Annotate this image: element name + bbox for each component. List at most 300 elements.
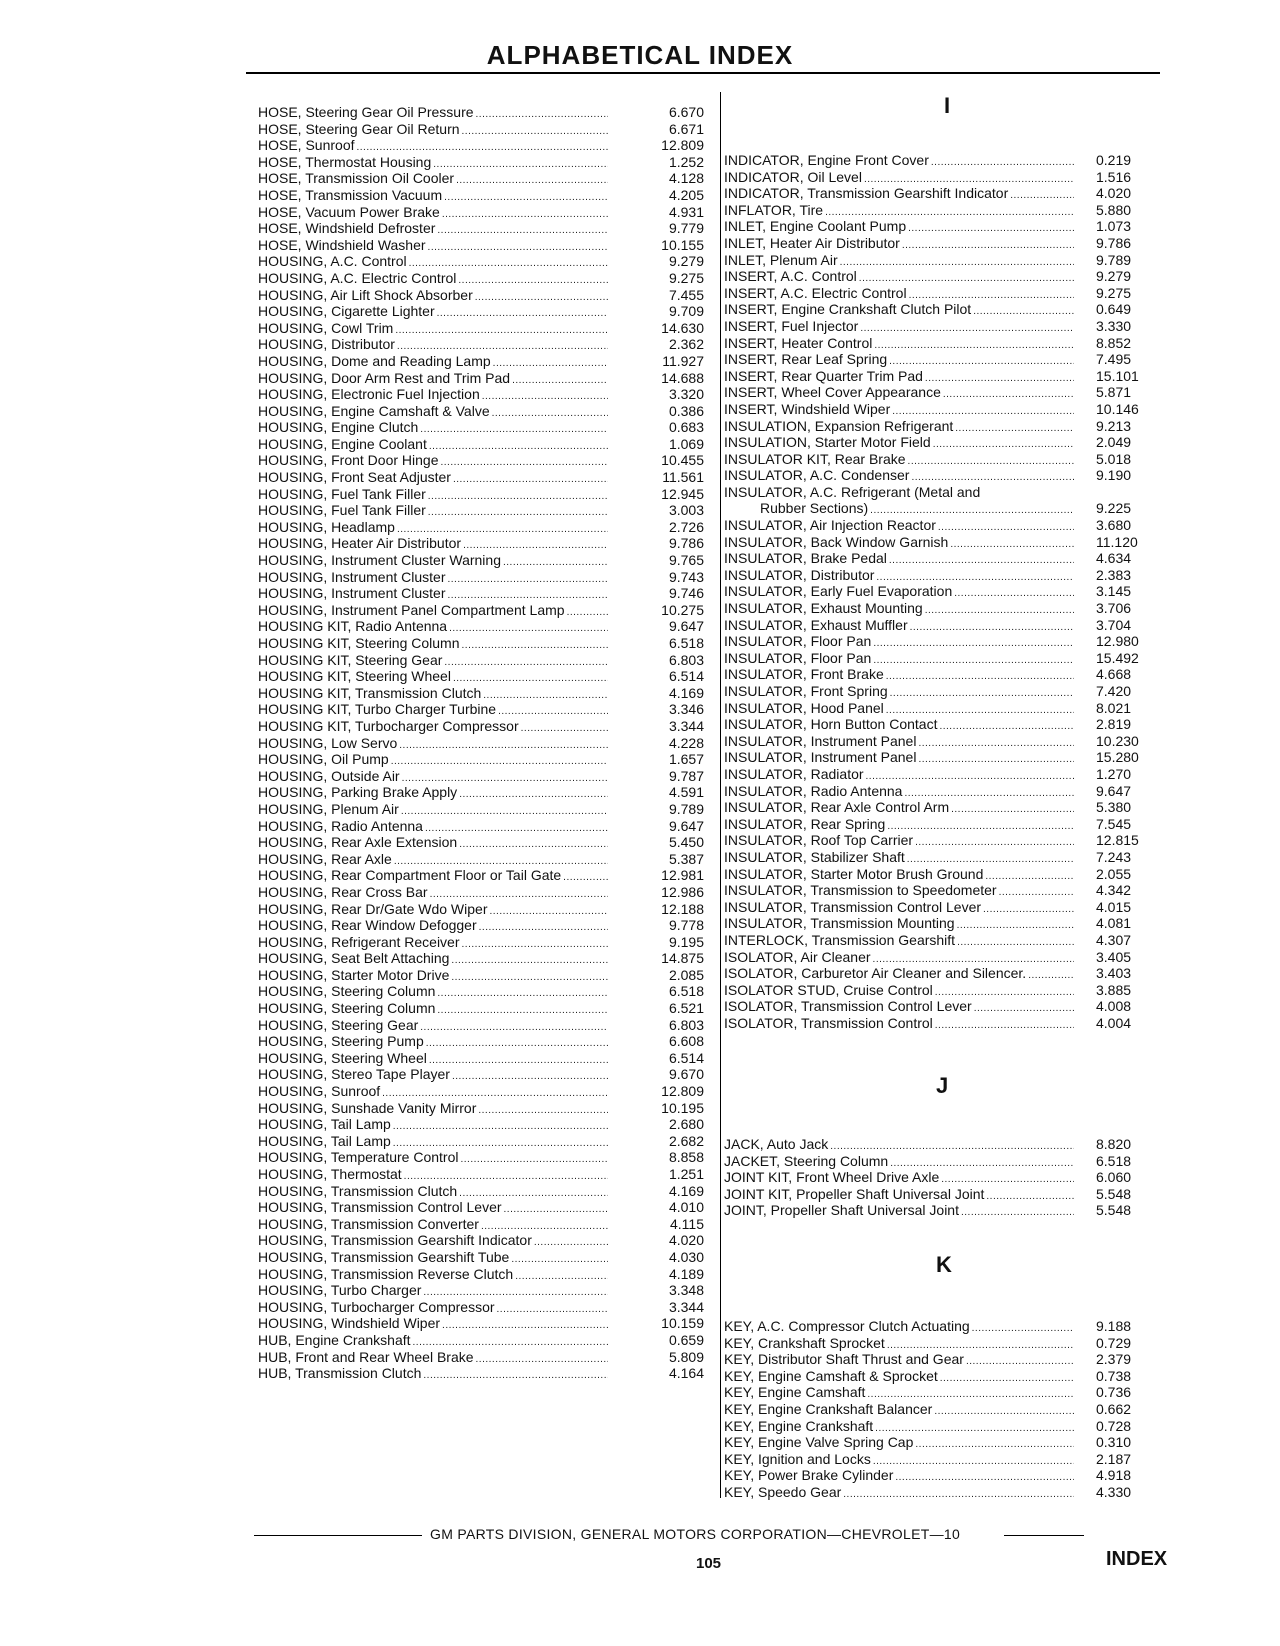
index-entry-name: KEY, Distributor Shaft Thrust and Gear [724,1351,964,1368]
index-entry [258,635,704,652]
index-entry [258,652,704,669]
index-entry-reference: 3.403 [1096,965,1132,982]
index-entry-reference: 2.682 [668,1132,704,1149]
index-entry-reference: 1.073 [1096,218,1132,235]
index-entry [258,1216,704,1233]
index-entry [724,1417,1132,1435]
index-entry-reference: 8.852 [1096,334,1132,351]
index-entry-name: HOUSING, Transmission Clutch [258,1182,458,1199]
index-entry-reference: 2.187 [1096,1450,1132,1467]
index-entry [258,934,704,951]
index-entry-reference: 5.880 [1096,201,1132,218]
index-section-k [724,1318,1132,1501]
index-entry-name: INSERT, Engine Crankshaft Clutch Pilot [724,301,972,318]
index-entry-name: HOUSING, Door Arm Rest and Trim Pad [258,369,511,386]
index-entry [258,1282,704,1299]
index-entry [258,1166,704,1183]
index-entry-name: HOUSING, Instrument Cluster [258,585,446,602]
index-entry-reference: 3.344 [668,1298,704,1315]
index-entry [258,170,704,187]
index-entry [724,467,1132,484]
index-entry-reference: 8.820 [1096,1136,1132,1152]
index-entry-reference: 5.387 [668,850,704,867]
index-entry [724,882,1132,899]
index-entry [724,848,1132,866]
index-entry [724,898,1132,916]
index-entry-reference: 9.188 [1096,1318,1132,1334]
index-entry-reference: 2.726 [668,518,704,535]
index-entry-name: HOUSING, Rear Window Defogger [258,917,477,934]
index-entry [258,701,704,718]
index-entry-name: HOUSING, Engine Clutch [258,419,419,436]
index-entry-name: INSULATOR, Rear Axle Control Arm [724,799,950,816]
index-entry-name: HOUSING, Sunroof [258,1083,381,1100]
index-entry [258,768,704,785]
index-entry [258,137,704,154]
index-entry [258,950,704,967]
index-entry [258,1066,704,1083]
index-entry [258,1017,704,1034]
index-entry-name: KEY, Engine Valve Spring Cap [724,1434,914,1451]
index-entry-reference: 9.709 [668,303,704,320]
index-entry [724,981,1132,999]
index-entry [724,384,1132,401]
index-entry-reference: 14.630 [661,319,704,336]
index-entry-name: INSULATOR, Exhaust Muffler [724,616,908,633]
index-entry-reference: 3.346 [668,701,704,718]
index-entry-name: KEY, A.C. Compressor Clutch Actuating [724,1318,970,1334]
index-entry [724,1152,1132,1170]
index-entry-reference: 6.671 [668,120,704,137]
index-entry-reference: 9.787 [668,767,704,784]
index-entry [724,1169,1132,1186]
index-entry [258,386,704,403]
index-entry [258,154,704,171]
index-entry [724,1434,1132,1451]
index-entry-reference: 0.649 [1096,301,1132,318]
index-entry [724,948,1132,966]
index-entry-name: HOUSING, A.C. Electric Control [258,269,457,286]
page-number: 105 [696,1555,722,1572]
index-entry-name: HOUSING, A.C. Control [258,253,407,270]
index-entry-name: HOUSING, Rear Compartment Floor or Tail Gate [258,867,562,884]
index-entry [724,201,1132,219]
index-entry-reference: 4.931 [668,203,704,220]
footer-rule-left [254,1535,422,1536]
index-entry-name: HOUSING, Engine Camshaft & Valve [258,402,490,419]
index-entry [258,303,704,320]
index-entry [724,1318,1132,1335]
index-entry [724,815,1132,833]
index-section-i [724,152,1139,1031]
index-entry-reference: 6.518 [668,635,704,651]
index-entry [724,865,1132,883]
index-entry-reference: 2.085 [668,966,704,983]
index-entry-reference: 12.980 [1096,633,1139,650]
index-entry-name: ISOLATOR STUD, Cruise Control [724,981,933,998]
index-entry-reference: 6.670 [668,104,704,120]
index-entry [724,716,1132,733]
index-entry-reference: 5.809 [668,1348,704,1365]
index-entry-reference: 9.786 [1096,234,1132,251]
index-entry-name: HOUSING, Rear Axle Extension [258,834,458,851]
index-entry [724,1367,1132,1385]
index-entry-reference: 5.548 [1096,1185,1132,1202]
index-entry-name: HOSE, Steering Gear Oil Pressure [258,104,474,120]
index-list-h [258,104,704,1382]
index-entry-name: HOSE, Transmission Oil Cooler [258,170,455,187]
dot-leader [935,1015,1074,1035]
index-entry [258,1050,704,1067]
index-entry [258,502,704,519]
index-entry [258,1149,704,1166]
index-entry-reference: 1.516 [1096,168,1132,185]
index-entry-name: KEY, Engine Camshaft & Sprocket [724,1367,938,1384]
index-list-j [724,1136,1132,1219]
index-entry-reference: 6.803 [668,1016,704,1033]
index-entry [258,735,704,752]
index-entry-name: KEY, Power Brake Cylinder [724,1467,894,1484]
index-entry [258,685,704,702]
index-entry [724,218,1132,235]
index-entry-reference: 8.858 [668,1149,704,1166]
index-entry-name: HOSE, Thermostat Housing [258,153,432,170]
index-entry [258,204,704,221]
index-entry [258,535,704,552]
index-entry-name: HOUSING, Low Servo [258,734,398,751]
index-list-k [724,1318,1132,1501]
index-entry-name: HOUSING, Instrument Cluster Warning [258,552,501,569]
index-entry [258,602,704,619]
index-entry [724,517,1132,534]
index-entry-title-row [724,1015,1076,1035]
index-entry-reference: 3.320 [668,386,704,403]
page-title: ALPHABETICAL INDEX [486,40,794,70]
index-entry-reference: 0.219 [1096,152,1132,168]
index-entry [258,569,704,586]
index-entry-name: Rubber Sections) [760,500,869,517]
index-entry-reference: 9.789 [668,800,704,817]
index-entry [724,1384,1132,1401]
index-entry-name: INSULATOR, Radiator [724,765,864,782]
index-entry-name: INSULATOR, Hood Panel [724,699,884,716]
index-entry-reference: 9.778 [668,917,704,934]
index-entry-name: HUB, Engine Crankshaft [258,1331,411,1348]
index-entry-name: HOSE, Steering Gear Oil Return [258,120,460,137]
index-entry-name: JOINT KIT, Front Wheel Drive Axle [724,1169,940,1186]
index-entry [724,633,1139,650]
index-entry [724,268,1132,285]
index-entry [724,334,1132,352]
header-rule [246,72,1160,74]
index-entry-reference: 7.495 [1096,351,1132,368]
index-entry-name: INSERT, A.C. Electric Control [724,284,907,301]
index-entry [724,550,1132,567]
index-entry [724,600,1132,617]
index-entry-name: HOUSING, Transmission Gearshift Tube [258,1248,510,1265]
index-entry [258,320,704,337]
index-entry-reference: 9.779 [668,220,704,237]
index-entry-name: INSERT, Wheel Cover Appearance [724,384,941,401]
index-entry-reference: 9.765 [668,552,704,569]
index-entry [258,851,704,868]
index-entry-reference: 9.213 [1096,417,1132,434]
dot-leader [982,484,1074,501]
index-entry [724,251,1132,269]
index-entry-reference: 6.608 [668,1033,704,1050]
index-entry-name: INSULATOR, Air Injection Reactor [724,517,936,534]
index-entry-name: INSULATOR, Front Spring [724,683,888,699]
index-entry-reference: 10.275 [661,601,704,618]
index-entry-reference: 6.803 [668,651,704,668]
index-entry [258,867,704,884]
index-entry-name: ISOLATOR, Carburetor Air Cleaner and Silencer. [724,965,1027,982]
index-entry-name: HOUSING, Plenum Air [258,800,399,817]
index-entry-reference: 12.809 [661,1083,704,1100]
index-entry-reference: 0.386 [668,402,704,419]
index-entry-reference: 3.680 [1096,517,1132,534]
index-entry-name: INDICATOR, Oil Level [724,168,862,185]
index-entry-reference: 7.455 [668,286,704,303]
index-entry [258,519,704,536]
index-entry-title-row [724,1202,1076,1222]
index-entry-reference: 4.189 [668,1265,704,1282]
index-entry-name: HOUSING, Steering Column [258,983,436,1000]
index-entry-reference: 15.101 [1096,367,1139,384]
index-entry-name: HOSE, Transmission Vacuum [258,186,443,203]
index-entry-reference: 4.668 [1096,666,1132,683]
index-entry-name: HOUSING KIT, Steering Column [258,635,460,651]
index-entry [724,931,1132,949]
index-entry [724,583,1132,600]
index-entry [724,699,1132,717]
index-entry-reference: 12.981 [661,867,704,884]
index-entry [258,1299,704,1316]
index-entry-name: KEY, Engine Camshaft [724,1384,866,1401]
index-entry [258,718,704,735]
index-entry-reference: 10.159 [661,1315,704,1332]
index-entry-reference: 0.729 [1096,1334,1132,1351]
index-entry [258,1349,704,1366]
index-entry [258,403,704,420]
index-entry [258,784,704,801]
index-entry-reference: 9.743 [668,568,704,585]
index-entry-name: INSULATOR, Radio Antenna [724,782,903,799]
index-entry-name: HOUSING, Refrigerant Receiver [258,933,460,950]
index-entry-reference: 3.344 [668,717,704,734]
index-entry-name: INSULATOR, Exhaust Mounting [724,600,923,617]
index-entry-name: HOUSING, Transmission Reverse Clutch [258,1265,514,1282]
index-entry-reference: 4.081 [1096,915,1132,932]
index-entry [258,253,704,270]
index-entry [258,1365,704,1382]
index-entry-name: HOSE, Sunroof [258,137,355,154]
index-section-label: INDEX [1106,1548,1168,1570]
index-entry [258,187,704,204]
index-entry-reference: 10.230 [1096,732,1139,749]
index-entry-name: HOUSING, Oil Pump [258,751,389,768]
index-entry-name: HOUSING, Transmission Gearshift Indicator [258,1232,532,1249]
index-entry-reference: 3.405 [1096,948,1132,965]
index-entry-reference: 4.307 [1096,931,1132,948]
index-section-j [724,1136,1132,1219]
index-entry [724,998,1132,1015]
index-entry-name: ISOLATOR, Transmission Control [724,1014,933,1031]
index-entry [258,220,704,237]
index-entry-name: HOUSING, Seat Belt Attaching [258,950,450,967]
index-entry [258,668,704,685]
index-entry-name: HOUSING, Steering Wheel [258,1049,427,1066]
index-entry-reference: 1.069 [668,435,704,452]
index-entry [724,500,1132,517]
index-entry [724,683,1132,700]
index-entry [258,1249,704,1266]
index-entry-reference: 10.155 [661,236,704,253]
index-entry-name: HOUSING, Rear Dr/Gate Wdo Wiper [258,900,488,917]
index-entry-name: HOSE, Windshield Defroster [258,220,436,237]
index-entry [258,585,704,602]
index-entry-name: HOSE, Windshield Washer [258,236,426,253]
index-entry-reference: 6.514 [668,668,704,685]
index-entry-name: HOUSING, Engine Coolant [258,435,427,452]
index-entry-reference: 6.518 [1096,1152,1132,1169]
index-entry-reference: 9.670 [668,1066,704,1083]
index-entry [258,270,704,287]
index-entry-reference: 0.662 [1096,1400,1132,1417]
index-entry-reference: 4.634 [1096,550,1132,567]
index-entry-name: JOINT KIT, Propeller Shaft Universal Joint [724,1185,985,1202]
index-entry-reference: 9.190 [1096,467,1132,484]
index-entry-reference: 4.342 [1096,882,1132,899]
index-entry [258,1033,704,1050]
index-entry-name: INSULATOR, Roof Top Carrier [724,832,914,849]
index-entry-name: HOUSING, Electronic Fuel Injection [258,386,480,403]
index-entry-name: INSULATOR, Instrument Panel [724,732,917,749]
index-entry [724,185,1132,202]
index-entry [258,370,704,387]
index-entry-reference: 4.228 [668,734,704,751]
index-entry-reference: 4.164 [668,1365,704,1382]
index-entry [258,1116,704,1133]
index-entry-reference: 5.871 [1096,384,1132,401]
index-entry-name: INSULATOR, Rear Spring [724,815,886,832]
index-entry-name: INFLATOR, Tire [724,201,824,218]
index-entry [258,336,704,353]
index-entry-reference: 0.738 [1096,1367,1132,1384]
index-entry [258,1199,704,1216]
index-column-left [258,104,704,1382]
index-entry-reference: 4.004 [1096,1014,1132,1031]
index-entry-reference: 5.380 [1096,799,1132,816]
index-entry-name: KEY, Engine Crankshaft [724,1417,874,1434]
index-entry-name: HOUSING, Radio Antenna [258,817,423,834]
index-entry-reference: 0.310 [1096,1434,1132,1451]
index-entry-title-row [724,1484,1076,1504]
index-entry [724,666,1132,683]
index-entry [724,533,1138,551]
index-entry-reference: 4.169 [668,684,704,701]
index-entry-name: INSULATOR, Back Window Garnish [724,533,949,550]
index-entry-name: HOUSING, Headlamp [258,518,395,535]
index-entry [258,1133,704,1150]
index-entry [258,1232,704,1249]
index-entry [724,1202,1132,1219]
index-entry-reference: 3.330 [1096,317,1132,334]
index-entry-reference: 2.055 [1096,865,1132,882]
index-entry [724,1483,1132,1501]
index-entry-name: KEY, Engine Crankshaft Balancer [724,1400,933,1417]
index-entry-name: INSULATOR, Transmission Control Lever [724,898,982,915]
index-entry-reference: 0.728 [1096,1417,1132,1434]
dot-leader [961,1202,1074,1222]
index-entry-reference: 1.657 [668,751,704,768]
index-entry [258,121,704,138]
index-list-i [724,152,1139,1031]
index-entry-name: ISOLATOR, Transmission Control Lever [724,998,972,1015]
index-entry-reference: 4.030 [668,1248,704,1265]
footer-rule-right [1004,1535,1084,1536]
index-entry-name: INLET, Engine Coolant Pump [724,218,907,235]
index-entry-name: HOUSING, Turbo Charger [258,1282,422,1299]
index-entry-reference: 9.275 [1096,284,1132,301]
dot-leader [423,1365,608,1385]
index-entry [258,917,704,934]
index-entry-reference: 3.885 [1096,981,1132,998]
index-entry-reference: 4.020 [1096,185,1132,202]
index-entry-name: HOUSING, Steering Pump [258,1033,424,1050]
index-entry [724,417,1132,435]
index-entry-name: HOUSING, Starter Motor Drive [258,966,450,983]
index-entry-name: INSERT, Rear Quarter Trim Pad [724,367,923,384]
index-entry-reference: 2.819 [1096,716,1132,733]
index-entry [724,1334,1132,1352]
index-entry-reference: 2.680 [668,1116,704,1133]
index-entry-reference: 4.591 [668,784,704,801]
index-entry [724,1351,1132,1368]
index-entry [724,765,1132,783]
index-entry [724,168,1132,186]
index-entry-name: JOINT, Propeller Shaft Universal Joint [724,1202,959,1219]
index-entry-name: HOUSING KIT, Steering Gear [258,651,443,668]
index-entry-name: HOUSING, Fuel Tank Filler [258,502,426,519]
index-entry [258,751,704,768]
index-entry [258,801,704,818]
index-entry-name: INSULATION, Expansion Refrigerant [724,417,954,434]
index-entry-reference: 9.746 [668,585,704,602]
index-entry-reference: 6.518 [668,983,704,1000]
index-entry-name: INSULATOR, Transmission Mounting [724,915,955,932]
index-entry [724,400,1139,418]
index-entry-name: INSULATOR, Stabilizer Shaft [724,848,905,865]
index-entry [258,419,704,436]
index-entry-name: HOUSING, Thermostat [258,1166,402,1182]
index-entry-name: INSERT, A.C. Control [724,268,857,285]
index-entry [724,434,1132,451]
index-entry-name: HOUSING, Tail Lamp [258,1116,391,1133]
index-entry-name: HOUSING, Instrument Cluster [258,568,446,585]
index-entry-reference: 10.146 [1096,400,1139,417]
index-entry [724,1450,1132,1468]
index-entry [258,552,704,569]
index-entry [258,1315,704,1332]
index-entry-reference: 11.561 [662,469,704,486]
index-entry-reference: 7.420 [1096,683,1132,699]
index-entry-reference: 10.455 [661,452,704,469]
index-entry [258,237,704,254]
index-entry [724,649,1139,667]
index-entry-name: HOUSING, Windshield Wiper [258,1315,441,1332]
index-entry-reference: 2.379 [1096,1351,1132,1368]
